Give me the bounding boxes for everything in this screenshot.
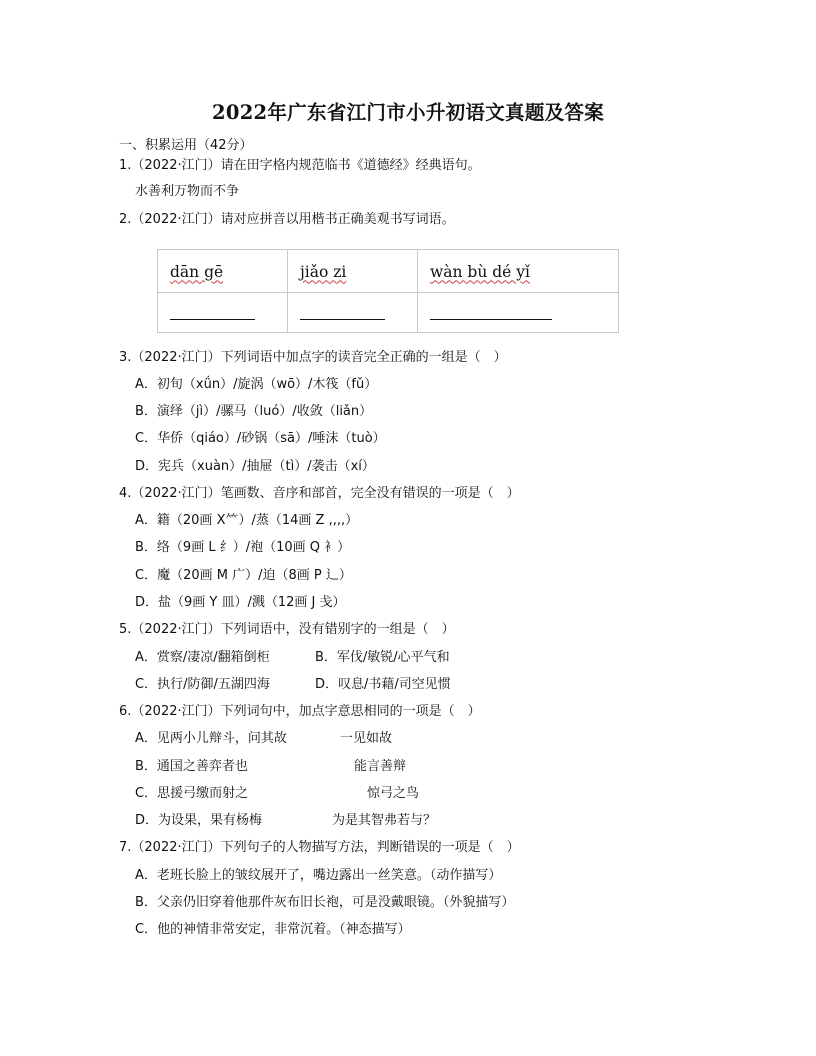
- answer-blank: [170, 307, 255, 320]
- option-line: B．父亲仍旧穿着他那件灰布旧长袍，可是没戴眼镜。（外貌描写）: [135, 895, 515, 910]
- answer-cell: [288, 293, 418, 333]
- question-3-stem: 3.（2022·江门）下列词语中加点字的读音完全正确的一组是（ ）: [119, 350, 507, 365]
- option-line: D．盐（9画 Y 皿）/溅（12画 J 戋）: [135, 595, 346, 610]
- option-line: A．初旬（xǘn）/旋涡（wō）/木筏（fǔ）: [135, 377, 378, 392]
- option-line: B．军伐/敏锐/心平气和: [315, 650, 450, 665]
- question-2-stem: 2.（2022·江门）请对应拼音以用楷书正确美观书写词语。: [119, 212, 455, 227]
- section-heading: 一、积累运用（42分）: [119, 138, 253, 153]
- option-line: C．魔（20画 M 广）/迫（8画 P 辶）: [135, 568, 352, 583]
- option-line: C．他的神情非常安定，非常沉着。（神态描写）: [135, 922, 411, 937]
- page-title: 2022年广东省江门市小升初语文真题及答案: [211, 101, 605, 124]
- pinyin-cell: [418, 250, 619, 293]
- option-compare: 能言善辩: [354, 759, 407, 774]
- option-line: B．通国之善弈者也: [135, 759, 248, 774]
- question-5-stem: 5.（2022·江门）下列词语中，没有错别字的一组是（ ）: [119, 622, 455, 637]
- answer-cell: [158, 293, 288, 333]
- option-compare: 一见如故: [340, 731, 393, 746]
- question-1-stem: 1.（2022·江门）请在田字格内规范临书《道德经》经典语句。: [119, 158, 481, 173]
- option-compare: 惊弓之鸟: [367, 786, 420, 801]
- pinyin-text: wàn bù dé yǐ: [430, 262, 530, 281]
- pinyin-cell: [158, 250, 288, 293]
- pinyin-text: jiǎo zi: [300, 262, 347, 281]
- question-1-quote: 水善利万物而不争: [135, 184, 240, 199]
- option-line: B．络（9画 L 纟）/袍（10画 Q 衤）: [135, 540, 351, 555]
- option-line: D．宪兵（xuàn）/抽屉（tì）/袭击（xí）: [135, 459, 375, 474]
- answer-cell: [418, 293, 619, 333]
- option-line: C．思援弓缴而射之: [135, 786, 249, 801]
- option-line: D．为设果，果有杨梅: [135, 813, 263, 828]
- pinyin-cell: [288, 250, 418, 293]
- option-line: A．籍（20画 X⺮）/蒸（14画 Z ,,,,）: [135, 513, 359, 528]
- option-line: C．华侨（qiáo）/砂锅（sā）/唾沫（tuò）: [135, 431, 386, 446]
- option-line: A．见两小儿辩斗，问其故: [135, 731, 287, 746]
- pinyin-text: dān gē: [170, 262, 224, 281]
- question-4-stem: 4.（2022·江门）笔画数、音序和部首，完全没有错误的一项是（ ）: [119, 486, 520, 501]
- answer-blank: [300, 307, 385, 320]
- option-line: D．叹息/书藉/司空见惯: [315, 677, 451, 692]
- answer-blank: [430, 307, 552, 320]
- option-line: B．演绎（jì）/骡马（luó）/收敛（liǎn）: [135, 404, 373, 419]
- option-line: C．执行/防御/五湖四海: [135, 677, 270, 692]
- option-line: A．老班长脸上的皱纹展开了，嘴边露出一丝笑意。（动作描写）: [135, 868, 502, 883]
- pinyin-table: [157, 249, 619, 333]
- question-6-stem: 6.（2022·江门）下列词句中，加点字意思相同的一项是（ ）: [119, 704, 481, 719]
- question-7-stem: 7.（2022·江门）下列句子的人物描写方法，判断错误的一项是（ ）: [119, 840, 520, 855]
- option-line: A．赏察/凄凉/翻箱倒柜: [135, 650, 270, 665]
- option-compare: 为是其智弗若与？: [332, 813, 437, 828]
